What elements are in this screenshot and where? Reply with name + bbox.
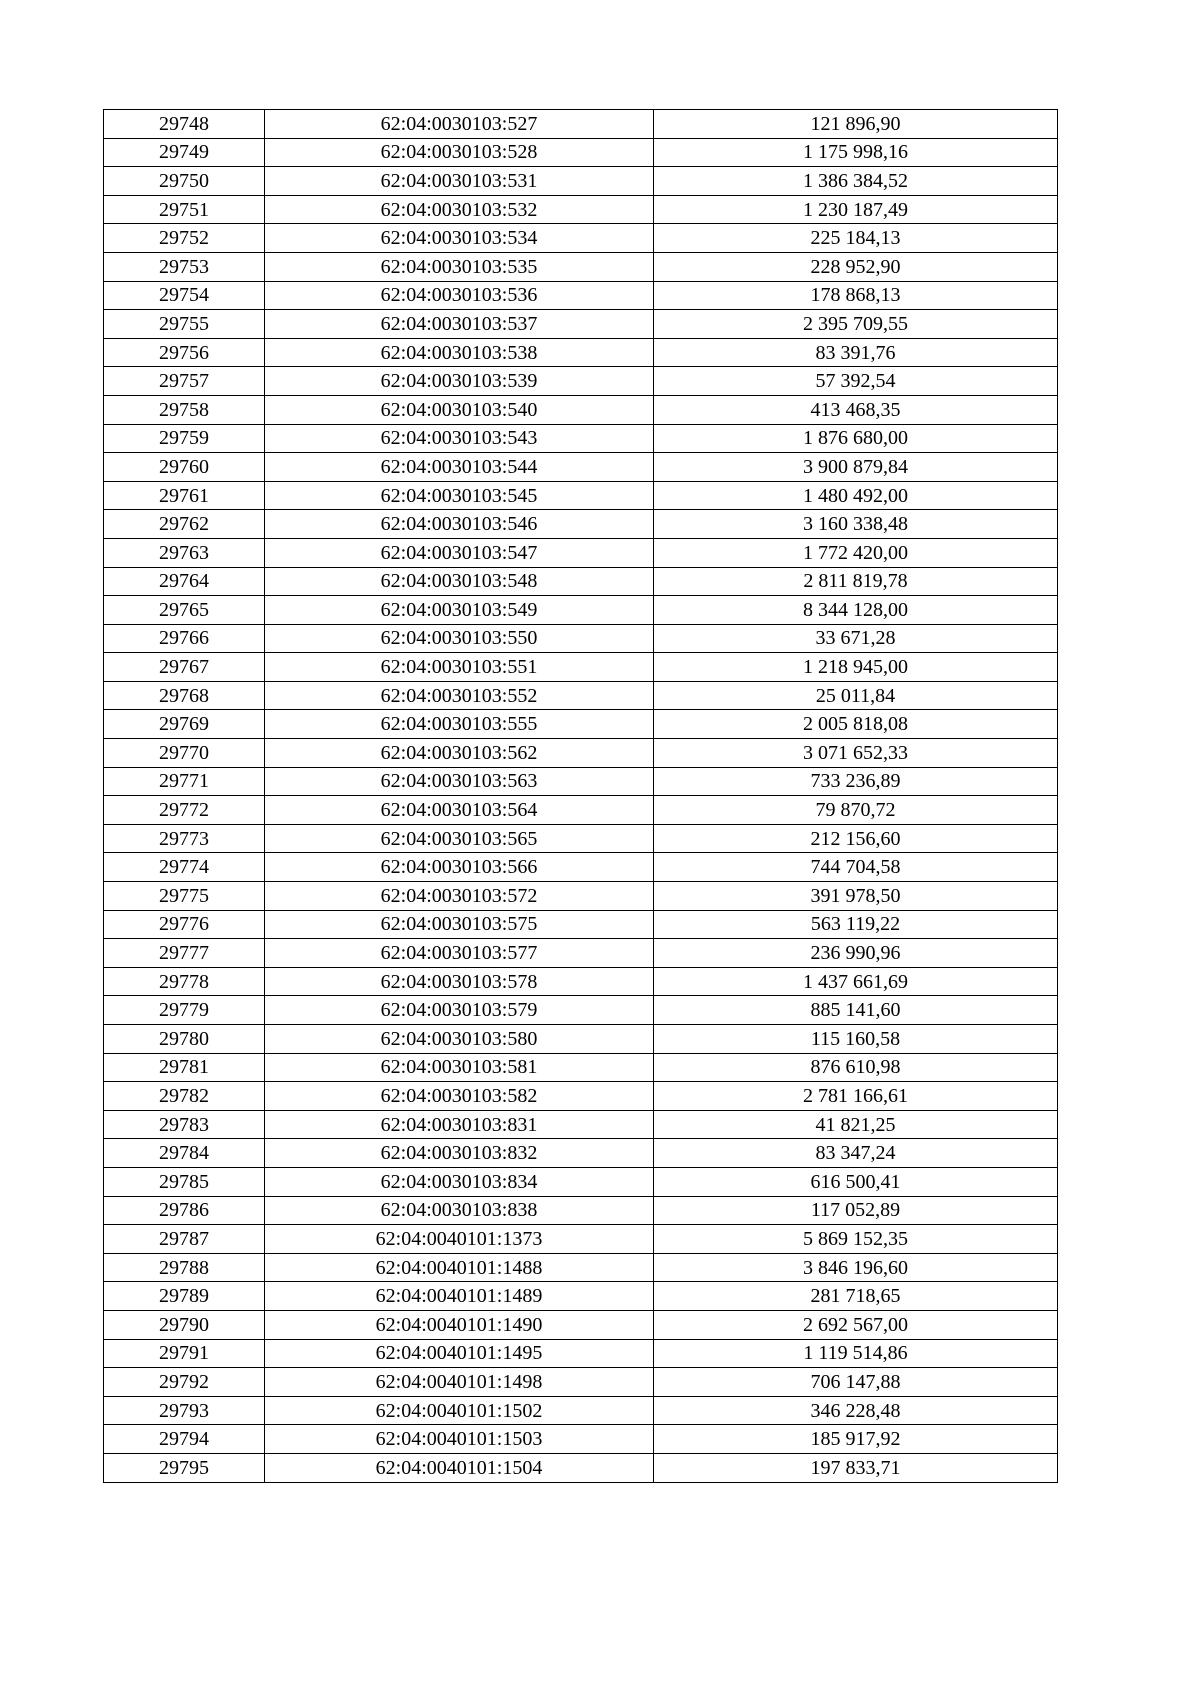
table-row (104, 710, 1058, 739)
table-row (104, 1339, 1058, 1368)
cadastral-value-cell: 1 437 661,69 (654, 967, 1058, 996)
row-number-cell: 29767 (104, 653, 265, 682)
cadastral-value-cell: 413 468,35 (654, 395, 1058, 424)
cadastral-value-cell: 1 218 945,00 (654, 653, 1058, 682)
cadastral-number-cell: 62:04:0030103:565 (265, 824, 654, 853)
cadastral-number-cell: 62:04:0030103:834 (265, 1167, 654, 1196)
table-row (104, 824, 1058, 853)
cadastral-number-cell: 62:04:0040101:1498 (265, 1368, 654, 1397)
cadastral-number-cell: 62:04:0030103:551 (265, 653, 654, 682)
table-row (104, 1053, 1058, 1082)
cadastral-value-cell: 228 952,90 (654, 252, 1058, 281)
row-number-cell: 29750 (104, 167, 265, 196)
table-row (104, 224, 1058, 253)
row-number-cell: 29765 (104, 596, 265, 625)
table-row (104, 281, 1058, 310)
cadastral-number-cell: 62:04:0030103:838 (265, 1196, 654, 1225)
row-number-cell: 29764 (104, 567, 265, 596)
cadastral-value-cell: 121 896,90 (654, 110, 1058, 139)
table-row (104, 1110, 1058, 1139)
row-number-cell: 29793 (104, 1396, 265, 1425)
table-row (104, 252, 1058, 281)
row-number-cell: 29791 (104, 1339, 265, 1368)
table-row (104, 739, 1058, 768)
table-row (104, 1282, 1058, 1311)
table-row (104, 567, 1058, 596)
cadastral-number-cell: 62:04:0030103:581 (265, 1053, 654, 1082)
row-number-cell: 29789 (104, 1282, 265, 1311)
cadastral-number-cell: 62:04:0030103:580 (265, 1025, 654, 1054)
table-row (104, 767, 1058, 796)
row-number-cell: 29761 (104, 481, 265, 510)
table-row (104, 310, 1058, 339)
cadastral-number-cell: 62:04:0030103:579 (265, 996, 654, 1025)
row-number-cell: 29760 (104, 453, 265, 482)
cadastral-number-cell: 62:04:0030103:528 (265, 138, 654, 167)
table-row (104, 167, 1058, 196)
row-number-cell: 29773 (104, 824, 265, 853)
cadastral-number-cell: 62:04:0030103:552 (265, 681, 654, 710)
cadastral-number-cell: 62:04:0030103:543 (265, 424, 654, 453)
cadastral-number-cell: 62:04:0040101:1502 (265, 1396, 654, 1425)
table-row (104, 1139, 1058, 1168)
cadastral-number-cell: 62:04:0030103:582 (265, 1082, 654, 1111)
cadastral-value-cell: 117 052,89 (654, 1196, 1058, 1225)
cadastral-number-cell: 62:04:0030103:540 (265, 395, 654, 424)
cadastral-value-cell: 57 392,54 (654, 367, 1058, 396)
row-number-cell: 29785 (104, 1167, 265, 1196)
table-row (104, 910, 1058, 939)
cadastral-number-cell: 62:04:0030103:578 (265, 967, 654, 996)
row-number-cell: 29772 (104, 796, 265, 825)
table-row (104, 338, 1058, 367)
cadastral-value-cell: 1 480 492,00 (654, 481, 1058, 510)
row-number-cell: 29755 (104, 310, 265, 339)
cadastral-number-cell: 62:04:0030103:538 (265, 338, 654, 367)
cadastral-value-cell: 83 391,76 (654, 338, 1058, 367)
cadastral-value-cell: 2 811 819,78 (654, 567, 1058, 596)
cadastral-number-cell: 62:04:0030103:566 (265, 853, 654, 882)
cadastral-value-cell: 744 704,58 (654, 853, 1058, 882)
cadastral-value-cell: 185 917,92 (654, 1425, 1058, 1454)
table-row (104, 138, 1058, 167)
row-number-cell: 29786 (104, 1196, 265, 1225)
row-number-cell: 29768 (104, 681, 265, 710)
row-number-cell: 29784 (104, 1139, 265, 1168)
cadastral-number-cell: 62:04:0030103:575 (265, 910, 654, 939)
row-number-cell: 29781 (104, 1053, 265, 1082)
table-row (104, 1310, 1058, 1339)
table-row (104, 1253, 1058, 1282)
cadastral-value-cell: 236 990,96 (654, 939, 1058, 968)
cadastral-value-cell: 115 160,58 (654, 1025, 1058, 1054)
row-number-cell: 29795 (104, 1453, 265, 1482)
row-number-cell: 29749 (104, 138, 265, 167)
table-row (104, 996, 1058, 1025)
cadastral-number-cell: 62:04:0030103:563 (265, 767, 654, 796)
row-number-cell: 29788 (104, 1253, 265, 1282)
cadastral-value-cell: 3 160 338,48 (654, 510, 1058, 539)
cadastral-number-cell: 62:04:0030103:545 (265, 481, 654, 510)
table-row (104, 939, 1058, 968)
cadastral-value-cell: 1 230 187,49 (654, 195, 1058, 224)
cadastral-value-cell: 876 610,98 (654, 1053, 1058, 1082)
table-row (104, 1225, 1058, 1254)
cadastral-value-cell: 225 184,13 (654, 224, 1058, 253)
cadastral-value-cell: 391 978,50 (654, 882, 1058, 911)
cadastral-value-cell: 1 119 514,86 (654, 1339, 1058, 1368)
row-number-cell: 29757 (104, 367, 265, 396)
cadastral-number-cell: 62:04:0030103:532 (265, 195, 654, 224)
cadastral-value-cell: 346 228,48 (654, 1396, 1058, 1425)
cadastral-number-cell: 62:04:0030103:572 (265, 882, 654, 911)
cadastral-number-cell: 62:04:0040101:1503 (265, 1425, 654, 1454)
row-number-cell: 29774 (104, 853, 265, 882)
cadastral-number-cell: 62:04:0030103:555 (265, 710, 654, 739)
cadastral-value-cell: 706 147,88 (654, 1368, 1058, 1397)
cadastral-value-cell: 1 772 420,00 (654, 538, 1058, 567)
row-number-cell: 29783 (104, 1110, 265, 1139)
cadastral-number-cell: 62:04:0040101:1488 (265, 1253, 654, 1282)
cadastral-number-cell: 62:04:0040101:1490 (265, 1310, 654, 1339)
row-number-cell: 29790 (104, 1310, 265, 1339)
row-number-cell: 29778 (104, 967, 265, 996)
table-row (104, 1082, 1058, 1111)
row-number-cell: 29769 (104, 710, 265, 739)
cadastral-value-cell: 8 344 128,00 (654, 596, 1058, 625)
table-row (104, 796, 1058, 825)
row-number-cell: 29763 (104, 538, 265, 567)
table-row (104, 596, 1058, 625)
cadastral-value-cell: 733 236,89 (654, 767, 1058, 796)
cadastral-number-cell: 62:04:0030103:537 (265, 310, 654, 339)
row-number-cell: 29775 (104, 882, 265, 911)
table-row (104, 681, 1058, 710)
row-number-cell: 29756 (104, 338, 265, 367)
table-row (104, 853, 1058, 882)
cadastral-value-cell: 1 876 680,00 (654, 424, 1058, 453)
table-row (104, 1368, 1058, 1397)
cadastral-number-cell: 62:04:0030103:548 (265, 567, 654, 596)
row-number-cell: 29780 (104, 1025, 265, 1054)
cadastral-number-cell: 62:04:0030103:832 (265, 1139, 654, 1168)
table-row (104, 967, 1058, 996)
row-number-cell: 29766 (104, 624, 265, 653)
cadastral-number-cell: 62:04:0030103:531 (265, 167, 654, 196)
table-row (104, 1025, 1058, 1054)
table-row (104, 882, 1058, 911)
row-number-cell: 29752 (104, 224, 265, 253)
row-number-cell: 29770 (104, 739, 265, 768)
table-row (104, 1167, 1058, 1196)
cadastral-number-cell: 62:04:0040101:1504 (265, 1453, 654, 1482)
row-number-cell: 29771 (104, 767, 265, 796)
row-number-cell: 29751 (104, 195, 265, 224)
table-row (104, 367, 1058, 396)
cadastral-number-cell: 62:04:0040101:1489 (265, 1282, 654, 1311)
row-number-cell: 29748 (104, 110, 265, 139)
cadastral-value-cell: 2 692 567,00 (654, 1310, 1058, 1339)
table-row (104, 424, 1058, 453)
table-row (104, 1453, 1058, 1482)
cadastral-value-cell: 79 870,72 (654, 796, 1058, 825)
cadastral-number-cell: 62:04:0040101:1495 (265, 1339, 654, 1368)
row-number-cell: 29777 (104, 939, 265, 968)
table-body (104, 110, 1058, 1483)
cadastral-number-cell: 62:04:0030103:547 (265, 538, 654, 567)
cadastral-value-cell: 25 011,84 (654, 681, 1058, 710)
cadastral-number-cell: 62:04:0030103:577 (265, 939, 654, 968)
table-row (104, 195, 1058, 224)
cadastral-value-cell: 3 900 879,84 (654, 453, 1058, 482)
table-row (104, 653, 1058, 682)
cadastral-number-cell: 62:04:0030103:539 (265, 367, 654, 396)
table-row (104, 453, 1058, 482)
cadastral-value-cell: 197 833,71 (654, 1453, 1058, 1482)
row-number-cell: 29758 (104, 395, 265, 424)
table-row (104, 481, 1058, 510)
cadastral-number-cell: 62:04:0030103:535 (265, 252, 654, 281)
row-number-cell: 29782 (104, 1082, 265, 1111)
cadastral-number-cell: 62:04:0030103:831 (265, 1110, 654, 1139)
table-row (104, 1196, 1058, 1225)
cadastral-number-cell: 62:04:0030103:546 (265, 510, 654, 539)
cadastral-number-cell: 62:04:0030103:536 (265, 281, 654, 310)
cadastral-value-cell: 616 500,41 (654, 1167, 1058, 1196)
cadastral-number-cell: 62:04:0030103:534 (265, 224, 654, 253)
cadastral-number-cell: 62:04:0030103:544 (265, 453, 654, 482)
cadastral-number-cell: 62:04:0040101:1373 (265, 1225, 654, 1254)
cadastral-value-cell: 885 141,60 (654, 996, 1058, 1025)
table-row (104, 624, 1058, 653)
cadastral-value-cell: 3 846 196,60 (654, 1253, 1058, 1282)
cadastral-number-cell: 62:04:0030103:564 (265, 796, 654, 825)
row-number-cell: 29792 (104, 1368, 265, 1397)
cadastral-value-cell: 41 821,25 (654, 1110, 1058, 1139)
cadastral-value-cell: 281 718,65 (654, 1282, 1058, 1311)
row-number-cell: 29787 (104, 1225, 265, 1254)
cadastral-value-cell: 1 175 998,16 (654, 138, 1058, 167)
cadastral-number-cell: 62:04:0030103:562 (265, 739, 654, 768)
table-row (104, 395, 1058, 424)
table-row (104, 510, 1058, 539)
cadastral-number-cell: 62:04:0030103:550 (265, 624, 654, 653)
row-number-cell: 29753 (104, 252, 265, 281)
cadastral-value-cell: 2 005 818,08 (654, 710, 1058, 739)
row-number-cell: 29754 (104, 281, 265, 310)
cadastral-value-cell: 5 869 152,35 (654, 1225, 1058, 1254)
cadastral-value-cell: 2 395 709,55 (654, 310, 1058, 339)
cadastral-number-cell: 62:04:0030103:549 (265, 596, 654, 625)
cadastral-value-cell: 212 156,60 (654, 824, 1058, 853)
table-row (104, 538, 1058, 567)
row-number-cell: 29759 (104, 424, 265, 453)
cadastral-value-cell: 33 671,28 (654, 624, 1058, 653)
cadastral-number-cell: 62:04:0030103:527 (265, 110, 654, 139)
cadastral-value-cell: 3 071 652,33 (654, 739, 1058, 768)
cadastral-value-cell: 563 119,22 (654, 910, 1058, 939)
cadastral-value-cell: 1 386 384,52 (654, 167, 1058, 196)
row-number-cell: 29762 (104, 510, 265, 539)
cadastral-value-cell: 2 781 166,61 (654, 1082, 1058, 1111)
cadastral-value-table (103, 109, 1058, 1483)
row-number-cell: 29776 (104, 910, 265, 939)
cadastral-value-cell: 83 347,24 (654, 1139, 1058, 1168)
row-number-cell: 29779 (104, 996, 265, 1025)
table-row (104, 1396, 1058, 1425)
row-number-cell: 29794 (104, 1425, 265, 1454)
table-row (104, 110, 1058, 139)
cadastral-value-cell: 178 868,13 (654, 281, 1058, 310)
table-row (104, 1425, 1058, 1454)
